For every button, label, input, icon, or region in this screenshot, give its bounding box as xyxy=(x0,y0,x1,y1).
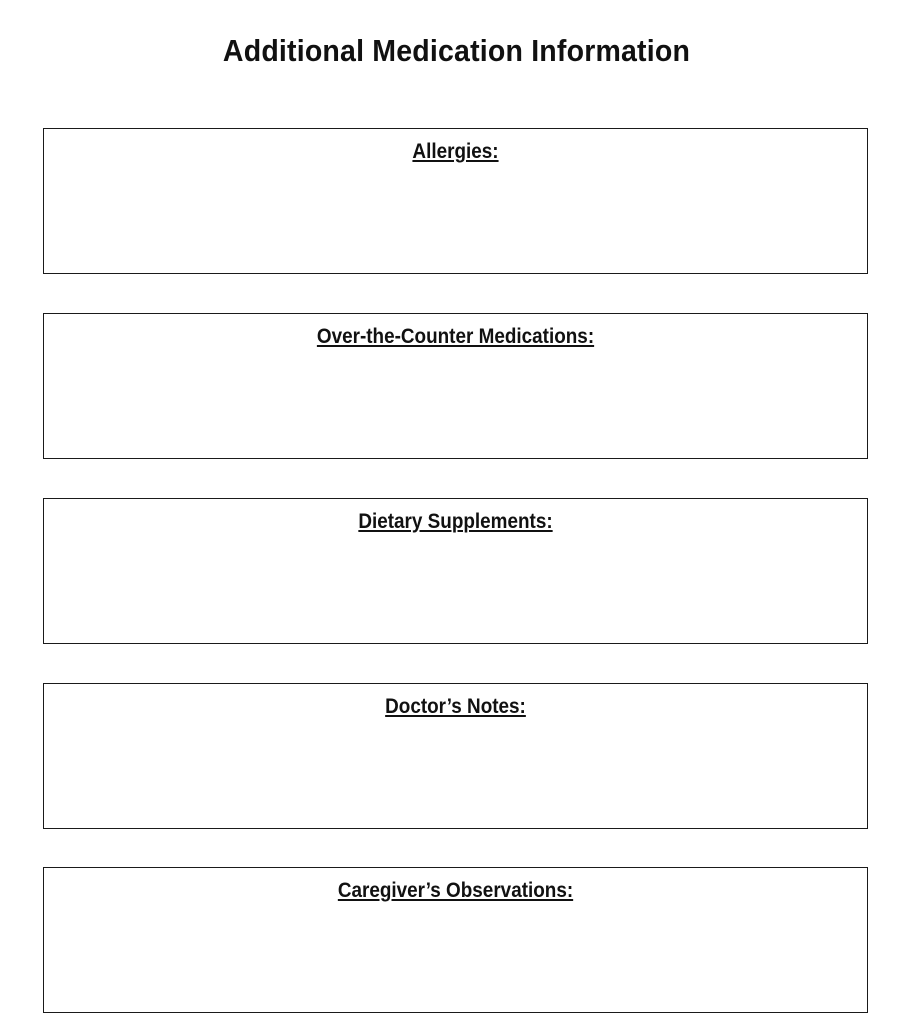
dietary-supplements-label: Dietary Supplements: xyxy=(358,510,553,533)
dietary-supplements-entry-area[interactable] xyxy=(44,539,867,643)
otc-medications-entry-area[interactable] xyxy=(44,354,867,458)
otc-medications-section xyxy=(43,313,868,459)
allergies-section xyxy=(43,128,868,274)
allergies-label: Allergies: xyxy=(412,140,499,163)
doctors-notes-label: Doctor’s Notes: xyxy=(385,695,526,718)
doctors-notes-section xyxy=(43,683,868,829)
page-title: Additional Medication Information xyxy=(222,33,691,68)
dietary-supplements-section xyxy=(43,498,868,644)
caregivers-observations-section xyxy=(43,867,868,1013)
doctors-notes-entry-area[interactable] xyxy=(44,724,867,828)
caregivers-observations-entry-area[interactable] xyxy=(44,908,867,1012)
caregivers-observations-label: Caregiver’s Observations: xyxy=(337,879,574,902)
allergies-entry-area[interactable] xyxy=(44,169,867,273)
otc-medications-label: Over-the-Counter Medications: xyxy=(316,325,595,348)
